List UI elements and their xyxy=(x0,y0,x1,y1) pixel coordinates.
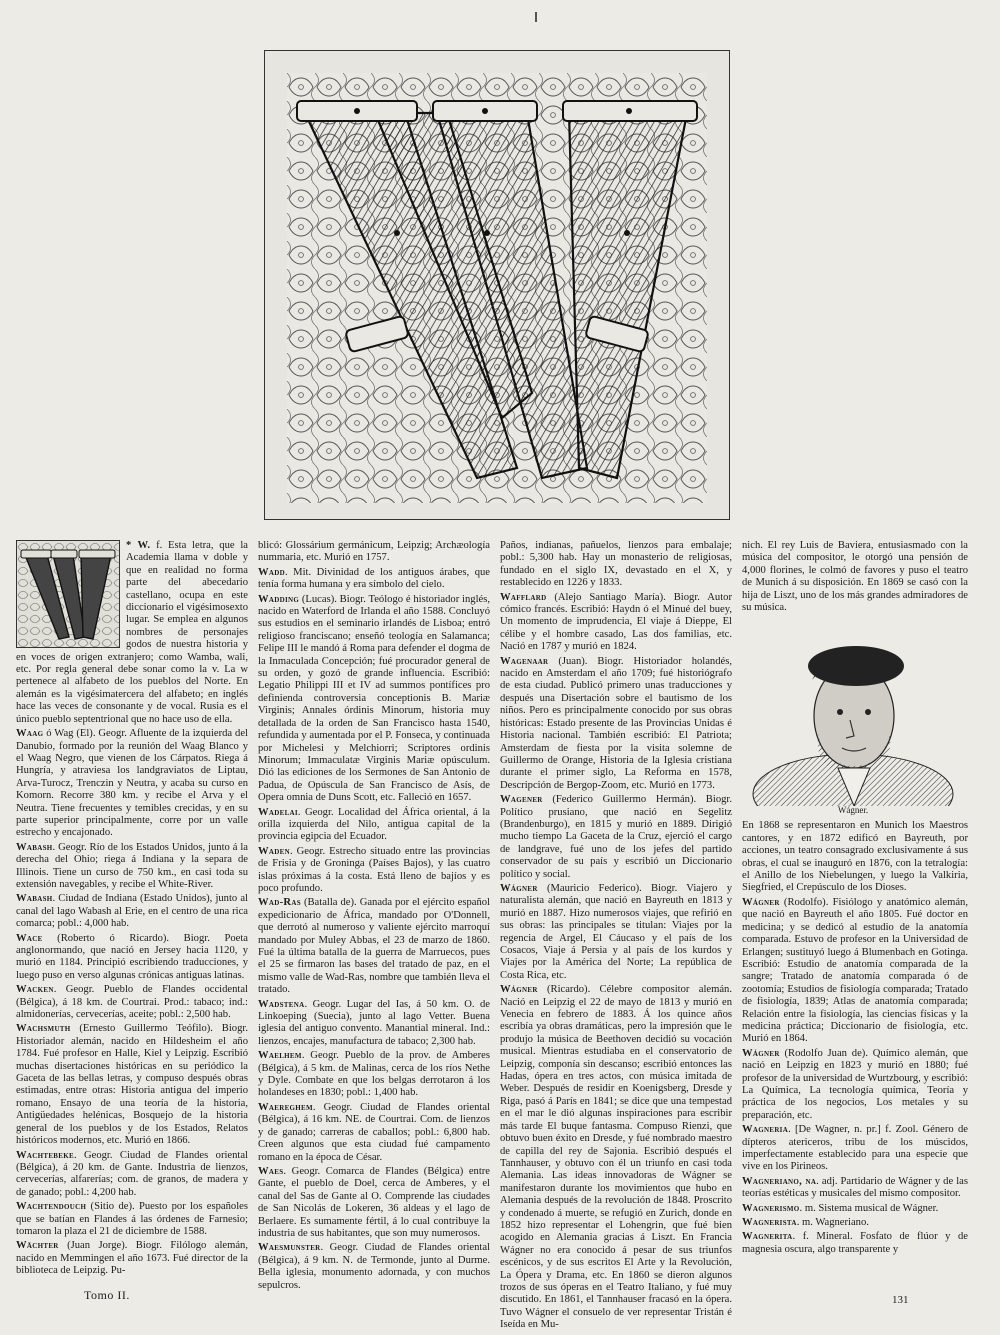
dictionary-entry xyxy=(16,893,248,930)
entry-headword: Wágner xyxy=(742,896,780,908)
entry-text: . f. Mineral. Fosfato de flúor y de magnesia oscura, algo transparente y xyxy=(742,1231,968,1255)
portrait-image xyxy=(742,624,964,806)
dictionary-entry xyxy=(258,1242,490,1292)
entry-text: . Geogr. Estrecho situado entre las provincias de Frisia y de Groninga (Países Bajos), y las cuatro islas próximas á la costa. Está lleno de bajíos y es poco profundo. xyxy=(258,845,490,894)
entry-text: . m. Sistema musical de Wágner. xyxy=(799,1202,939,1214)
dictionary-entry xyxy=(16,1150,248,1200)
dictionary-entry xyxy=(500,883,732,982)
entry-text: . Geogr. Ciudad de Flandes oriental (Bélgica), á 20 km. de Gante. Industria de lienzos, cervecerías, alfarerías; com. de granos, de madera y de ganado; pobl.: 4,200 hab. xyxy=(16,1149,248,1198)
entry-headword: Wagnerista xyxy=(742,1217,797,1229)
dictionary-entry xyxy=(500,794,732,881)
entry-text: . Geogr. Lugar del Ias, á 50 km. O. de Linkoeping (Suecia), junto al lago Vetter. Buena iglesia del antiguo convento. Manantial mineral. Ind.: lienzos, encajes, manufactura de tabaco; 2,300 hab. xyxy=(258,998,490,1047)
entry-text: (Federico Guillermo Hermán). Biogr. Político prusiano, que nació en Segelitz (Brandenburgo), en 1815 y murió en 1889. Dirigió mucho tiempo La Gaceta de la Cruz, ejerció el cargo de landgrave, fué uno de los jefes del partido conservador de su país y escribió un Diccionario político y social. xyxy=(500,794,732,880)
entry-headword: Wacken xyxy=(16,984,54,996)
ornamental-initial-w-frame xyxy=(264,50,730,520)
dictionary-entry xyxy=(16,984,248,1021)
entry-headword: Waereghem xyxy=(258,1101,313,1113)
entry-text: (Rodolfo Juan de). Químico alemán, que nació en Leipzig en 1823 y murió en 1880; fué profesor de la universidad de Wurtzbourg, y escribió: La Química, La tecnología química, Teoría y práctica de los negocios, Los metales y su preparación, etc. xyxy=(742,1047,968,1121)
entries-col4-bottom xyxy=(742,820,968,1256)
dictionary-entry xyxy=(742,897,968,1046)
dictionary-entry xyxy=(500,592,732,654)
entry-headword: Wágner xyxy=(500,882,538,894)
entry-headword: Wadstena xyxy=(258,998,305,1010)
entry-text: (Lucas). Biogr. Teólogo é historiador inglés, nacido en Waterford de Irlanda el año 1588. Concluyó sus estudios en el seminario irlandés de Lisboa; entró religioso franciscano; enseñó teología en Salamanca; Felipe III le mandó á Roma para defender el dogma de la Inmaculada Concepción; fué procurador general de su orden, y gozó de grande influencia. Escribió: Legatio Philippi III et IV ad summos pontífices pro definienda controversia conceptionis B. Mariæ Virginis; Annales órdinis Minorum, historia muy detallada de la orden de San Francisco hasta 1540, refundida y aumentada por el P. Fonseca, y continuada por Michelesi y Melchiorri; Scriptores ordinis Minorum; Immaculatæ Virginis Mariæ opúsculum. Dió las ediciones de los Sermones de San Antonio de Padua, de Opúscula de San Francisco de Asís, de Opera omnia de Duns Scott, etc. Falleció en 1657. xyxy=(258,593,490,804)
entry-text: blicó: Glossárium germánicum, Leipzig; Archæología nummaria, etc. Murió en 1757. xyxy=(258,540,490,564)
entry-text: En 1868 se representaron en Munich los Maestros cantores, y en 1872 edificó en Bayreuth, por acciones, un teatro consagrado exclusivamente á sus obras, el cual se inauguró en 1876, con la tetralogía: el Anillo de los Niebelungen, y luego la Valkiria, Siegfried, el Crepúsculo de los Dioses. xyxy=(742,820,968,894)
wagner-portrait xyxy=(742,624,964,820)
dictionary-entry xyxy=(258,807,490,844)
entry-headword: Waes xyxy=(258,1165,284,1177)
entry-text: . Mit. Divinidad de los antiguos árabes, que tenía forma humana y era símbolo del cielo. xyxy=(258,566,490,591)
entries-col3 xyxy=(500,540,732,1332)
entry-text: . adj. Partidario de Wágner y de las teorías estéticas y musicales del mismo compositor. xyxy=(742,1175,968,1200)
entry-text: . m. Wagneriano. xyxy=(796,1217,869,1229)
dictionary-entry xyxy=(258,540,490,565)
entry-headword: Wagneria xyxy=(742,1124,789,1136)
ornamental-letter-w-image xyxy=(287,73,707,503)
dictionary-entry xyxy=(16,842,248,892)
dictionary-entry xyxy=(16,1023,248,1147)
entry-headword: Wachtebeke xyxy=(16,1149,74,1161)
dropcap-w-image xyxy=(16,540,120,648)
dictionary-entry xyxy=(742,1048,968,1122)
portrait-caption: Wágner. xyxy=(837,805,869,816)
entry-text: . Geogr. Comarca de Flandes (Bélgica) entre Gante, el pueblo de Doel, cerca de Amberes, y el canal del Sas de Gante al O. Comprende las ciudades de San Nicolás de Lokeren, 36 aldeas y el lago de Berlaere. Es sumamente fértil, á lo cual contribuye la industria de sus habitantes, que son muy numerosos. xyxy=(258,1165,490,1239)
text-column-3 xyxy=(500,540,732,1334)
text-column-2 xyxy=(258,540,490,1294)
entry-headword: Wágner xyxy=(742,1047,780,1059)
entry-headword: Wagnerismo xyxy=(742,1202,800,1214)
entry-headword: Wagneriano, na xyxy=(742,1175,817,1187)
entry-headword: Wabash xyxy=(16,893,53,905)
top-mark xyxy=(535,12,537,22)
dictionary-entry xyxy=(16,933,248,983)
entry-headword: Wagener xyxy=(500,794,543,806)
entry-text: (Roberto ó Ricardo). Biogr. Poeta anglonormando, que nació en Jersey hacia 1120, y murió en 1184. Principió escribiendo traducciones, y luego puso en verso algunas crónicas antiguas latinas. xyxy=(16,932,248,981)
entry-headword: Wadd xyxy=(258,566,285,578)
volume-label: Tomo II. xyxy=(84,1288,130,1302)
dictionary-entry xyxy=(16,728,248,840)
entry-headword: Wagenaar xyxy=(500,655,549,667)
dictionary-entry xyxy=(258,999,490,1049)
entry-text: (Mauricio Federico). Biogr. Viajero y naturalista alemán, que nació en Bayreuth en 1813 y murió en 1887. Hizo numerosos viajes, que refirió en sus obras: las principales se titulan: Viajes por la regencia de Argel, El Cáucaso y el país de los Cosacos, Viaje á Persia y al país de los kurdos y Viajes por la América del Norte; La república de Costa Rica, etc. xyxy=(500,882,732,981)
entry-text: (Batalla de). Ganada por el ejército español expedicionario de África, mandado por O'Donnell, que derrotó al numeroso y valiente ejército marroquí mandado por Muley Abbas, el 23 de marzo de 1860. Fué la última batalla de la guerra de Marruecos, pues el 25 se firmaron las bases del tratado de paz, en el mismo valle de Wad-Ras, nombre que también lleva el tratado. xyxy=(258,897,490,996)
dictionary-entry xyxy=(16,1240,248,1277)
entry-text: (Ernesto Guillermo Teófilo). Biogr. Historiador alemán, nacido en Hildesheim el año 1784. Fué profesor en Halle, Kiel y Leipzig. Escribió muchas disertaciones históricas en su periódico la Gaceta de las bellas letras, y compuso después obras estimadas, entre otras: Historia antigua del imperio romano, Ensayo de una teoría de la historia, Antigüedades helénicas, Bosquejo de la historia general de los pueblos y de los Estados, Relatos históricos modernos, etc. Murió en 1866. xyxy=(16,1023,248,1147)
entry-headword: Waelhem xyxy=(258,1050,302,1062)
entry-text: . Geogr. Río de los Estados Unidos, junto á la derecha del Ohio; riega á Indiana y la separa de Illinois. Tiene un curso de 750 km., en casi toda su extensión navegables, y recibe el White-River. xyxy=(16,841,248,890)
entry-text: Paños, indianas, pañuelos, lienzos para embalaje; pobl.: 5,300 hab. Hay un monasterio de religiosas, fundado en el siglo IX, devastado en el X, y restablecido en 1226 y 1833. xyxy=(500,540,732,589)
dictionary-entry xyxy=(742,1231,968,1256)
entry-headword: Waden xyxy=(258,845,290,857)
entry-text: . Geogr. Pueblo de Flandes occidental (Bélgica), á 18 km. de Courtrai. Prod.: tabaco; ind.: almidonerías, cervecerías, aceite; pobl.: 2,500 hab. xyxy=(16,984,248,1021)
entry-text: ó Wag (El). Geogr. Afluente de la izquierda del Danubio, formado por la reunión del Waag Blanco y el Waag Negro, que vienen de los Cárpatos. Riega á Hungría, y atraviesa los landgraviatos de Liptau, Arva-Turocz, Trenczin y Neutra, y acaba su curso en Komorn. Recorre 380 km. y recibe el Arva y el Neutra. Tiene frecuentes y temibles crecidas, y en su parte superior principalmente, corre por un valle estrecho y encajonado. xyxy=(16,728,248,839)
entries-col1 xyxy=(16,728,248,1277)
entry-headword: Wagnerita xyxy=(742,1231,793,1243)
dictionary-entry xyxy=(258,1050,490,1100)
entry-headword: Wace xyxy=(16,932,43,944)
entry-text: (Rodolfo). Fisiólogo y anatómico alemán, que nació en Bayreuth el año 1805. Fué doctor en medicina; y se dedicó al estudio de la anatomía comparada. Estuvo de profesor en la Universidad de Erlangen; sustituyó luego á Blumenbach en Gotinga. Escribió: Estudio de anatomía comparada de la sangre; Tratado de anatomía comparada ó de zootomía; Estudios de fisiología comparada; Tratado de fisiología, 1839; Atlas de anatomía comparada; Relación entre la fisiología, las ciencias físicas y la medicina práctica; Diccionario de fisiología, etc. Murió en 1864. xyxy=(742,896,968,1045)
dictionary-entry xyxy=(742,1124,968,1174)
entry-text: . Geogr. Localidad del África oriental, á la orilla izquierda del Nilo, antigua capital de la provincia egipcia del Ecuador. xyxy=(258,806,490,843)
entry-headword: Wächter xyxy=(16,1240,59,1252)
entry-text: (Ricardo). Célebre compositor alemán. Nació en Leipzig el 22 de mayo de 1813 y murió en Venecia en febrero de 1883. Á los quince años escribía ya obras dramáticas, pero la impresión que le produjo la música de Beethoven decidió su vocación musical. Mientras estudiaba en el conservatorio de Leipzig, componía sin descanso; escribió entonces las Hadas, ópera en tres actos, con música imitada de Weber. Después de residir en Koenigsberg, Dresde y Riga, pasó á París en 1841; se dice que una tempestad en el mar le dió algunas inspiraciones para escribir más tarde El buque fantasma. Compuso Rienzi, que obtuvo buen éxito en Dresde, y fué nombrado maestro de capilla del rey de Sajonia. Escribió después el Tannhauser, y obtuvo con él un triunfo en casi toda Alemania. Las ideas innovadoras de Wágner se manifestaron durante los movimientos que hubo en Alemania después de la revolución de 1848. Proscrito y condenado á muerte, se refugió en Zurich, donde en 1852 hizo representar el Lohengrin, que fué bien acogido en Alemania gracias á Liszt. En Francia Wágner no era conocido á pesar de sus triunfos escénicos, y de sus escritos El Arte y la Revolución, La Ópera y Drama, etc. En 1860 se dieron algunos trozos de sus óperas en el Teatro Italiano, y fué muy discutido. En 1861, el Tannhauser fracasó en la ópera. Tuvo Wágner el consuelo de ver representar Tristán é Iseída en Mu- xyxy=(500,984,732,1331)
entry-headword: Wachsmuth xyxy=(16,1023,71,1035)
entry-text: nich. El rey Luis de Baviera, entusiasmado con la música del compositor, le otorgó una pensión de 4,000 florines, le colmó de favores y puso el teatro de Munich á su disposición. En 1869 se casó con la hija de Liszt, uno de los más grandes admiradores de su música. xyxy=(742,540,968,614)
entry-text: . Ciudad de Indiana (Estado Unidos), junto al canal del lago Wabash al Erie, en el centro de una rica comarca; pobl.: 4,000 hab. xyxy=(16,893,248,930)
page-number: 131 xyxy=(892,1294,909,1306)
entry-text: . Geogr. Pueblo de la prov. de Amberes (Bélgica), á 5 km. de Malinas, cerca de los ríos Nethe y Dyle. Combate en que los belgas derrotaron á los holandeses en 1830; pobl.: 1,400 hab. xyxy=(258,1050,490,1099)
entry-headword: Wafflard xyxy=(500,591,547,603)
entry-text: (Alejo Santiago María). Biogr. Autor cómico francés. Escribió: Haydn ó el Minué del buey, Un momento de imprudencia, El viaje á Dieppe, El célibe y el hombre casado, Las dos familias, etc. Nació en 1787 y murió en 1824. xyxy=(500,591,732,653)
entry-text: (Sitio de). Puesto por los españoles que se batían en Flandes á las órdenes de Farnesio; tomaron la plaza el 21 de diciembre de 1588. xyxy=(16,1201,248,1237)
dictionary-entry xyxy=(258,897,490,996)
dictionary-entry xyxy=(258,846,490,896)
entry-text: . Geogr. Ciudad de Flandes oriental (Bélgica), á 16 km. NE. de Courtrai. Com. de lienzos y de ganado; carreras de caballos; pobl.: 6,800 hab. Creen algunos que esta ciudad fué campamento romano en la época de César. xyxy=(258,1101,490,1163)
dictionary-entry xyxy=(258,1102,490,1164)
dictionary-entry xyxy=(500,656,732,792)
dictionary-entry xyxy=(742,1203,968,1215)
text-column-1 xyxy=(16,540,248,1280)
entry-headword: Waag xyxy=(16,728,44,740)
entry-text: (Juan Jorge). Biogr. Filólogo alemán, nacido en Memmingen el año 1673. Fué director de la biblioteca de Leipzig. Pu- xyxy=(16,1240,248,1277)
dictionary-entry xyxy=(258,567,490,592)
entry-text: . Geogr. Ciudad de Flandes oriental (Bélgica), á 9 km. N. de Termonde, junto al Durme. Bella iglesia, monumento adornada, y con muchos sepulcros. xyxy=(258,1242,490,1291)
dictionary-entry xyxy=(742,1217,968,1229)
entry-headword: Wadding xyxy=(258,593,300,605)
dictionary-entry xyxy=(742,820,968,894)
dictionary-entry xyxy=(742,1176,968,1201)
entries-col4-top xyxy=(742,540,968,614)
text-column-4 xyxy=(742,540,968,1258)
entries-col2 xyxy=(258,540,490,1292)
entry-headword: Waesmunster xyxy=(258,1242,321,1254)
entry-headword: Wad-Ras xyxy=(258,897,301,909)
entry-text: . [De Wagner, n. pr.] f. Zool. Género de dípteros atericeros, tribu de los múscidos, imperfectamente establecido para una especie que vive en los Pirineos. xyxy=(742,1124,968,1173)
dictionary-entry xyxy=(258,594,490,805)
entry-headword: Wágner xyxy=(500,984,538,996)
entry-headword: Wadelai xyxy=(258,806,298,818)
dictionary-entry xyxy=(258,1166,490,1240)
dictionary-entry xyxy=(16,1201,248,1238)
dictionary-entry xyxy=(500,984,732,1331)
entry-text: (Juan). Biogr. Historiador holandés, nacido en Amsterdam el año 1709; fué historiógrafo de esta ciudad. Publicó primero unas traducciones y después una Disertación sobre el bautismo de los niños. Pero es principalmente conocido por sus obras históricas: Estado presente de las Provincias Unidas é Historia nacional. También escribió: El Patriota; Amsterdam de fiesta por la visita solemne de Guillermo de Orange, Historia de la Iglesia cristiana durante el primer siglo, La Reforma en 1578, Descripción de Bergop-Zoom, etc. Murió en 1773. xyxy=(500,655,732,791)
intro-headword: * W. xyxy=(126,540,151,551)
entry-headword: Wachtendouch xyxy=(16,1201,87,1213)
dictionary-entry xyxy=(500,540,732,590)
entry-headword: Wabash xyxy=(16,841,53,853)
intro-text: f. Esta letra, que la Academia llama v doble y que en realidad no forma parte del abecedario castellano, ocupa en este diccionario el vigésimosexto lugar. Se emplea en algunos nombres de personajes godos de nuestra historia y en voces de origen extranjero; como Wamba, wali, etc. Por regla general debe sonar como la v. La w pertenece al alfabeto de los pueblos del Norte. En alemán es la vigésimatercera del alfabeto; en inglés hace las veces de consonante y de vocal. Rusia es el único pueblo septentrional que no hace uso de ella. xyxy=(16,540,248,725)
dictionary-entry xyxy=(742,540,968,614)
